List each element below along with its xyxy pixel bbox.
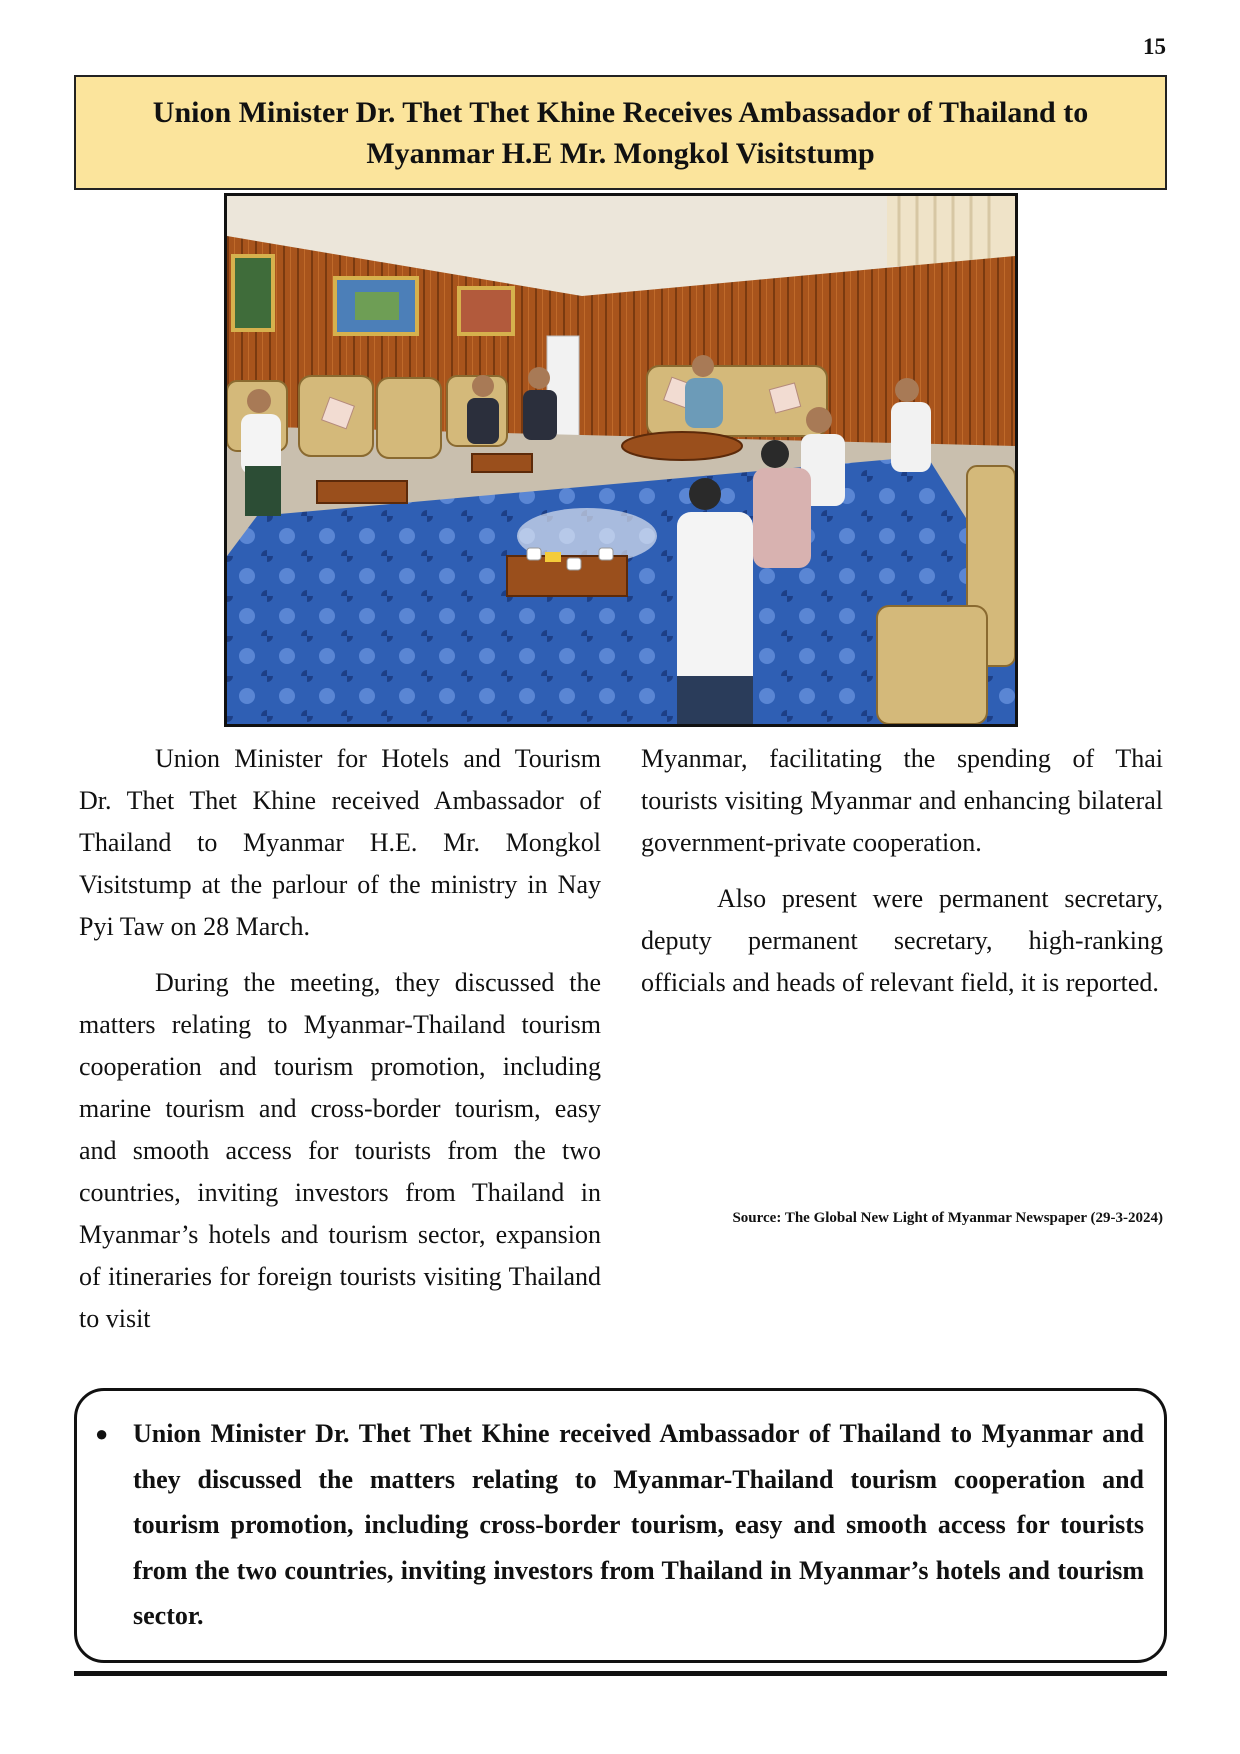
article-paragraph-continued: Myanmar, facilitating the spending of Thai tourists visiting Myanmar and enhancing bilateral government-private cooperation. bbox=[641, 744, 1163, 857]
article-right-column bbox=[641, 738, 1163, 1018]
article-paragraph: During the meeting, they discussed the matters relating to Myanmar-Thailand tourism cooperation and tourism promotion, including marine tourism and cross-border tourism, easy and smooth access for tourists from the two countries, inviting investors from Thailand in Myanmar’s hotels and tourism sector, expansion of itineraries for foreign tourists visiting Thailand to visit bbox=[79, 968, 601, 1333]
article-left-column bbox=[79, 738, 601, 1354]
summary-list bbox=[95, 1411, 1144, 1639]
source-citation: Source: The Global New Light of Myanmar Newspaper (29-3-2024) bbox=[732, 1210, 1163, 1226]
title-box bbox=[74, 75, 1167, 190]
page-number: 15 bbox=[1143, 34, 1166, 59]
article-paragraph: Also present were permanent secretary, deputy permanent secretary, high-ranking officials and heads of relevant field, it is reported. bbox=[641, 884, 1163, 997]
bottom-divider bbox=[74, 1671, 1167, 1676]
article-paragraph: Union Minister for Hotels and Tourism Dr. Thet Thet Khine received Ambassador of Thailand to Myanmar H.E. Mr. Mongkol Visitstump at the parlour of the ministry in Nay Pyi Taw on 28 March. bbox=[79, 744, 601, 941]
summary-text: Union Minister Dr. Thet Thet Khine received Ambassador of Thailand to Myanmar and they discussed the matters relating to Myanmar-Thailand tourism cooperation and tourism promotion, including cross-border tourism, easy and smooth access for tourists from the two countries, inviting investors from Thailand in Myanmar’s hotels and tourism sector. bbox=[133, 1419, 1144, 1630]
page-title: Union Minister Dr. Thet Thet Khine Receives Ambassador of Thailand to Myanmar H.E Mr. Mongkol Visitstump bbox=[152, 95, 1089, 170]
meeting-photo-illustration bbox=[227, 196, 1015, 724]
bullet-dot-icon: ● bbox=[95, 1421, 109, 1446]
summary-box bbox=[74, 1388, 1167, 1663]
summary-list-item bbox=[95, 1411, 1144, 1639]
meeting-photo bbox=[224, 193, 1018, 727]
